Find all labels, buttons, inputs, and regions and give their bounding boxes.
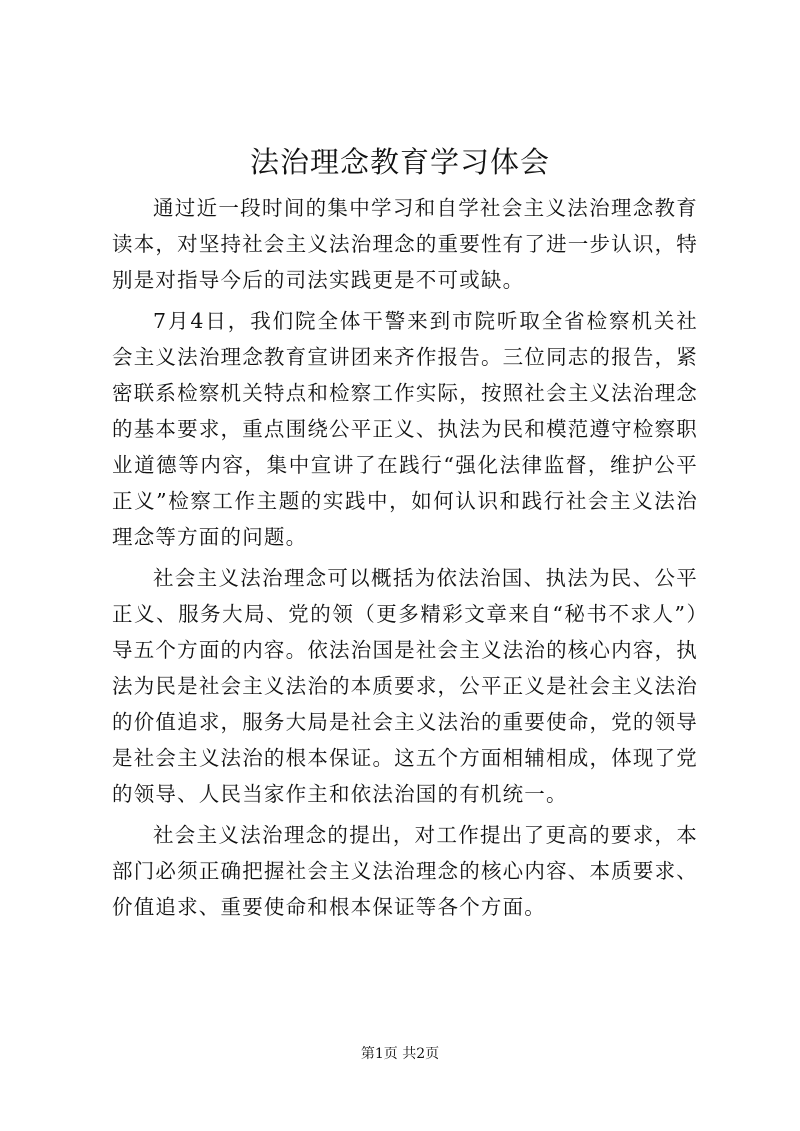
paragraph-4: 社会主义法治理念的提出，对工作提出了更高的要求，本部门必须正确把握社会主义法治理念的核心内容、本质要求、价值追求、重要使命和根本保证等各个方面。: [112, 823, 698, 919]
paragraph-2: 7月4日，我们院全体干警来到市院听取全省检察机关社会主义法治理念教育宣讲团来齐作报告。三位同志的报告，紧密联系检察机关特点和检察工作实际，按照社会主义法治理念的基本要求，重点围绕公平正义、执法为民和模范遵守检察职业道德等内容，集中宣讲了在践行“强化法律监督，维护公平正义”检察工作主题的实践中，如何认识和践行社会主义法治理念等方面的问题。: [112, 309, 698, 549]
paragraph-3: 社会主义法治理念可以概括为依法治国、执法为民、公平正义、服务大局、党的领（更多精彩文章来自“秘书不求人”）导五个方面的内容。依法治国是社会主义法治的核心内容，执法为民是社会主义法治的本质要求，公平正义是社会主义法治的价值追求，服务大局是社会主义法治的重要使命，党的领导是社会主义法治的根本保证。这五个方面相辅相成，体现了党的领导、人民当家作主和依法治国的有机统一。: [112, 566, 698, 806]
page-number-footer: 第1页 共2页: [360, 1046, 440, 1062]
document-body: [112, 190, 698, 930]
paragraph-1: 通过近一段时间的集中学习和自学社会主义法治理念教育读本，对坚持社会主义法治理念的重要性有了进一步认识，特别是对指导今后的司法实践更是不可或缺。: [112, 196, 698, 292]
document-title: 法治理念教育学习体会: [249, 145, 550, 179]
